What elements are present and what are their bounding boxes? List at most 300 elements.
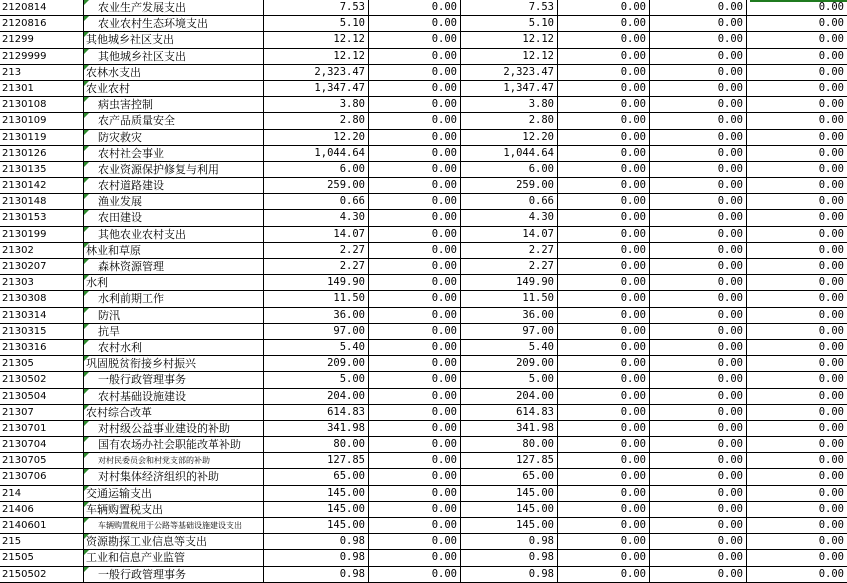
name-text: 抗旱 (98, 324, 120, 338)
value-cell-3[interactable]: 2.27 (461, 243, 558, 258)
value-cell-1[interactable]: 614.83 (264, 405, 369, 420)
value-cell-4[interactable]: 0.00 (558, 210, 650, 225)
name-cell[interactable] (84, 81, 264, 96)
value-cell-5[interactable]: 0.00 (650, 49, 747, 64)
code-cell[interactable]: 2130199 (0, 227, 84, 242)
value-cell-5[interactable]: 0.00 (650, 356, 747, 371)
value-cell-3[interactable]: 12.12 (461, 49, 558, 64)
value-cell-5[interactable]: 0.00 (650, 194, 747, 209)
name-cell[interactable] (84, 469, 264, 484)
value-cell-2[interactable]: 0.00 (369, 437, 461, 452)
value-cell-1[interactable]: 1,347.47 (264, 81, 369, 96)
value-cell-4[interactable]: 0.00 (558, 146, 650, 161)
code-cell[interactable]: 2130504 (0, 389, 84, 404)
value-cell-6[interactable]: 0.00 (818, 405, 844, 418)
value-cell-2[interactable]: 0.00 (369, 81, 461, 96)
value-cell-5[interactable]: 0.00 (650, 534, 747, 549)
code-cell[interactable]: 2130207 (0, 259, 84, 274)
value-cell-5[interactable]: 0.00 (650, 340, 747, 355)
value-cell-1[interactable]: 145.00 (264, 518, 369, 533)
value-cell-6[interactable]: 0.00 (818, 551, 844, 564)
name-cell[interactable] (84, 113, 264, 128)
code-cell[interactable]: 2130502 (0, 372, 84, 387)
name-cell[interactable] (84, 567, 264, 582)
value-cell-6[interactable]: 0.00 (818, 114, 844, 127)
code-cell[interactable]: 21301 (0, 81, 84, 96)
code-cell[interactable]: 215 (0, 534, 84, 549)
value-cell-4[interactable]: 0.00 (558, 486, 650, 501)
value-cell-6[interactable]: 0.00 (818, 1, 844, 13)
value-cell-1[interactable]: 2,323.47 (264, 65, 369, 80)
value-cell-1[interactable]: 145.00 (264, 502, 369, 517)
name-cell[interactable] (84, 32, 264, 47)
code-cell[interactable]: 214 (0, 486, 84, 501)
code-cell[interactable]: 2130109 (0, 113, 84, 128)
value-cell-3[interactable]: 145.00 (461, 502, 558, 517)
value-cell-2[interactable]: 0.00 (369, 550, 461, 565)
name-cell[interactable] (84, 49, 264, 64)
name-cell[interactable] (84, 534, 264, 549)
code-cell[interactable]: 21505 (0, 550, 84, 565)
value-cell-5[interactable]: 0.00 (650, 275, 747, 290)
value-cell-5[interactable]: 0.00 (650, 421, 747, 436)
value-cell-4[interactable]: 0.00 (558, 16, 650, 31)
value-cell-2[interactable]: 0.00 (369, 291, 461, 306)
value-cell-1[interactable]: 80.00 (264, 437, 369, 452)
code-cell[interactable]: 21307 (0, 405, 84, 420)
value-cell-6[interactable]: 0.00 (818, 357, 844, 370)
value-cell-6[interactable]: 0.00 (818, 486, 844, 499)
value-cell-3[interactable]: 2.80 (461, 113, 558, 128)
code-cell[interactable]: 2130705 (0, 453, 84, 468)
code-cell[interactable]: 2150502 (0, 567, 84, 582)
value-cell-1[interactable]: 0.98 (264, 550, 369, 565)
value-cell-5[interactable]: 0.00 (650, 437, 747, 452)
name-cell[interactable] (84, 550, 264, 565)
value-cell-2[interactable]: 0.00 (369, 0, 461, 15)
value-cell-3[interactable]: 4.30 (461, 210, 558, 225)
value-cell-5[interactable]: 0.00 (650, 178, 747, 193)
value-cell-2[interactable]: 0.00 (369, 194, 461, 209)
value-cell-4[interactable]: 0.00 (558, 65, 650, 80)
code-cell[interactable]: 2120814 (0, 0, 84, 15)
value-cell-2[interactable]: 0.00 (369, 275, 461, 290)
code-cell[interactable]: 2130108 (0, 97, 84, 112)
value-cell-1[interactable]: 14.07 (264, 227, 369, 242)
value-cell-1[interactable]: 12.20 (264, 130, 369, 145)
value-cell-3[interactable]: 127.85 (461, 453, 558, 468)
table-row (0, 65, 847, 81)
value-cell-2[interactable]: 0.00 (369, 340, 461, 355)
value-cell-6[interactable]: 0.00 (818, 535, 844, 548)
value-cell-4[interactable]: 0.00 (558, 502, 650, 517)
value-cell-4[interactable]: 0.00 (558, 550, 650, 565)
value-cell-3[interactable]: 204.00 (461, 389, 558, 404)
value-cell-4[interactable]: 0.00 (558, 453, 650, 468)
value-cell-4[interactable]: 0.00 (558, 567, 650, 582)
value-cell-6[interactable]: 0.00 (818, 243, 844, 256)
value-cell-3[interactable]: 145.00 (461, 486, 558, 501)
value-cell-3[interactable]: 5.40 (461, 340, 558, 355)
value-cell-6[interactable]: 0.00 (818, 179, 844, 192)
name-cell[interactable] (84, 356, 264, 371)
code-cell[interactable]: 2130148 (0, 194, 84, 209)
value-cell-2[interactable]: 0.00 (369, 453, 461, 468)
value-cell-3[interactable]: 5.00 (461, 372, 558, 387)
value-cell-5[interactable]: 0.00 (650, 502, 747, 517)
value-cell-2[interactable]: 0.00 (369, 243, 461, 258)
value-cell-6[interactable]: 0.00 (818, 81, 844, 94)
value-cell-4[interactable]: 0.00 (558, 405, 650, 420)
value-cell-2[interactable]: 0.00 (369, 227, 461, 242)
error-indicator-icon (84, 275, 89, 280)
name-cell[interactable] (84, 97, 264, 112)
value-cell-3[interactable]: 0.98 (461, 567, 558, 582)
name-cell[interactable] (84, 162, 264, 177)
value-cell-6[interactable]: 0.00 (818, 211, 844, 224)
value-cell-3[interactable]: 614.83 (461, 405, 558, 420)
value-cell-6[interactable]: 0.00 (818, 227, 844, 240)
value-cell-3[interactable]: 0.98 (461, 550, 558, 565)
value-cell-1[interactable]: 341.98 (264, 421, 369, 436)
value-cell-6[interactable]: 0.00 (818, 389, 844, 402)
name-text: 农村基础设施建设 (98, 389, 186, 403)
value-cell-3[interactable]: 1,347.47 (461, 81, 558, 96)
name-cell[interactable] (84, 324, 264, 339)
value-cell-2[interactable]: 0.00 (369, 178, 461, 193)
value-cell-1[interactable]: 5.00 (264, 372, 369, 387)
value-cell-6[interactable]: 0.00 (818, 308, 844, 321)
value-cell-3[interactable]: 209.00 (461, 356, 558, 371)
value-cell-2[interactable]: 0.00 (369, 210, 461, 225)
value-cell-4[interactable]: 0.00 (558, 0, 650, 15)
value-cell-5[interactable]: 0.00 (650, 0, 747, 15)
value-cell-3[interactable]: 3.80 (461, 97, 558, 112)
value-cell-2[interactable]: 0.00 (369, 32, 461, 47)
name-cell[interactable] (84, 437, 264, 452)
value-cell-1[interactable]: 204.00 (264, 389, 369, 404)
code-cell[interactable]: 213 (0, 65, 84, 80)
value-cell-6[interactable]: 0.00 (818, 162, 844, 175)
value-cell-2[interactable]: 0.00 (369, 518, 461, 533)
value-cell-2[interactable]: 0.00 (369, 113, 461, 128)
value-cell-2[interactable]: 0.00 (369, 389, 461, 404)
value-cell-1[interactable]: 2.27 (264, 259, 369, 274)
value-cell-4[interactable]: 0.00 (558, 372, 650, 387)
value-cell-4[interactable]: 0.00 (558, 324, 650, 339)
value-cell-4[interactable]: 0.00 (558, 32, 650, 47)
value-cell-4[interactable]: 0.00 (558, 259, 650, 274)
value-cell-3[interactable]: 6.00 (461, 162, 558, 177)
code-cell[interactable]: 21299 (0, 32, 84, 47)
value-cell-1[interactable]: 1,044.64 (264, 146, 369, 161)
value-cell-4[interactable]: 0.00 (558, 340, 650, 355)
value-cell-4[interactable]: 0.00 (558, 356, 650, 371)
value-cell-5[interactable]: 0.00 (650, 469, 747, 484)
value-cell-6[interactable]: 0.00 (818, 340, 844, 353)
table-row (0, 372, 847, 388)
name-cell[interactable] (84, 130, 264, 145)
value-cell-6[interactable]: 0.00 (818, 195, 844, 208)
value-cell-5[interactable]: 0.00 (650, 550, 747, 565)
value-cell-5[interactable]: 0.00 (650, 518, 747, 533)
value-cell-4[interactable]: 0.00 (558, 130, 650, 145)
value-cell-5[interactable]: 0.00 (650, 146, 747, 161)
code-cell[interactable]: 2130135 (0, 162, 84, 177)
value-cell-5[interactable]: 0.00 (650, 210, 747, 225)
value-cell-4[interactable]: 0.00 (558, 421, 650, 436)
value-cell-2[interactable]: 0.00 (369, 469, 461, 484)
value-cell-3[interactable]: 36.00 (461, 308, 558, 323)
name-cell[interactable] (84, 210, 264, 225)
value-cell-3[interactable]: 80.00 (461, 437, 558, 452)
code-cell[interactable]: 2120816 (0, 16, 84, 31)
name-text: 一般行政管理事务 (98, 567, 186, 581)
name-cell[interactable] (84, 243, 264, 258)
code-cell[interactable]: 21305 (0, 356, 84, 371)
value-cell-6[interactable]: 0.00 (818, 260, 844, 272)
value-cell-1[interactable]: 0.98 (264, 534, 369, 549)
code-cell[interactable]: 2130704 (0, 437, 84, 452)
value-cell-1[interactable]: 2.27 (264, 243, 369, 258)
value-cell-5[interactable]: 0.00 (650, 243, 747, 258)
value-cell-1[interactable]: 12.12 (264, 32, 369, 47)
value-cell-4[interactable]: 0.00 (558, 81, 650, 96)
value-cell-2[interactable]: 0.00 (369, 534, 461, 549)
value-cell-4[interactable]: 0.00 (558, 469, 650, 484)
value-cell-1[interactable]: 3.80 (264, 97, 369, 112)
value-cell-4[interactable]: 0.00 (558, 227, 650, 242)
value-cell-6[interactable]: 0.00 (818, 292, 844, 305)
value-cell-4[interactable]: 0.00 (558, 194, 650, 209)
value-cell-3[interactable]: 0.66 (461, 194, 558, 209)
code-cell[interactable]: 21406 (0, 502, 84, 517)
value-cell-3[interactable]: 1,044.64 (461, 146, 558, 161)
code-cell[interactable]: 2130314 (0, 308, 84, 323)
name-cell[interactable] (84, 65, 264, 80)
value-cell-2[interactable]: 0.00 (369, 486, 461, 501)
value-cell-2[interactable]: 0.00 (369, 65, 461, 80)
name-cell[interactable] (84, 194, 264, 209)
value-cell-6[interactable]: 0.00 (818, 438, 844, 451)
value-cell-3[interactable]: 5.10 (461, 16, 558, 31)
code-cell[interactable]: 2130153 (0, 210, 84, 225)
value-cell-6[interactable]: 0.00 (818, 502, 844, 515)
value-cell-4[interactable]: 0.00 (558, 389, 650, 404)
value-cell-5[interactable]: 0.00 (650, 81, 747, 96)
value-cell-5[interactable]: 0.00 (650, 130, 747, 145)
value-cell-4[interactable]: 0.00 (558, 291, 650, 306)
value-cell-6[interactable]: 0.00 (818, 65, 844, 78)
value-cell-5[interactable]: 0.00 (650, 308, 747, 323)
value-cell-5[interactable]: 0.00 (650, 453, 747, 468)
value-cell-3[interactable]: 2,323.47 (461, 65, 558, 80)
name-cell[interactable] (84, 453, 264, 468)
name-cell[interactable] (84, 291, 264, 306)
value-cell-6[interactable]: 0.00 (818, 454, 844, 467)
code-cell[interactable]: 21302 (0, 243, 84, 258)
value-cell-5[interactable]: 0.00 (650, 259, 747, 274)
value-cell-1[interactable]: 65.00 (264, 469, 369, 484)
value-cell-4[interactable]: 0.00 (558, 308, 650, 323)
value-cell-1[interactable]: 149.90 (264, 275, 369, 290)
code-cell[interactable]: 2130119 (0, 130, 84, 145)
name-cell[interactable] (84, 421, 264, 436)
value-cell-3[interactable]: 259.00 (461, 178, 558, 193)
value-cell-1[interactable]: 0.66 (264, 194, 369, 209)
table-row (0, 356, 847, 372)
value-cell-2[interactable]: 0.00 (369, 162, 461, 177)
value-cell-6[interactable]: 0.00 (818, 567, 844, 580)
code-cell[interactable]: 2130126 (0, 146, 84, 161)
value-cell-4[interactable]: 0.00 (558, 113, 650, 128)
value-cell-3[interactable]: 149.90 (461, 275, 558, 290)
code-cell[interactable]: 2130706 (0, 469, 84, 484)
value-cell-2[interactable]: 0.00 (369, 372, 461, 387)
value-cell-3[interactable]: 11.50 (461, 291, 558, 306)
name-text: 其他城乡社区支出 (86, 33, 174, 47)
value-cell-6[interactable]: 0.00 (818, 519, 844, 531)
code-cell[interactable]: 2129999 (0, 49, 84, 64)
value-cell-3[interactable]: 0.98 (461, 534, 558, 549)
name-text: 资源勘探工业信息等支出 (86, 535, 207, 549)
value-cell-4[interactable]: 0.00 (558, 97, 650, 112)
value-cell-2[interactable]: 0.00 (369, 308, 461, 323)
value-cell-2[interactable]: 0.00 (369, 146, 461, 161)
name-cell[interactable] (84, 518, 264, 533)
value-cell-2[interactable]: 0.00 (369, 130, 461, 145)
value-cell-6[interactable]: 0.00 (818, 276, 844, 289)
value-cell-5[interactable]: 0.00 (650, 405, 747, 420)
value-cell-2[interactable]: 0.00 (369, 502, 461, 517)
code-cell[interactable]: 2130308 (0, 291, 84, 306)
name-cell[interactable] (84, 486, 264, 501)
value-cell-2[interactable]: 0.00 (369, 324, 461, 339)
name-cell[interactable] (84, 405, 264, 420)
value-cell-1[interactable]: 7.53 (264, 0, 369, 15)
value-cell-2[interactable]: 0.00 (369, 567, 461, 582)
value-cell-6[interactable]: 0.00 (818, 146, 844, 159)
value-cell-2[interactable]: 0.00 (369, 49, 461, 64)
value-cell-4[interactable]: 0.00 (558, 534, 650, 549)
value-cell-5[interactable]: 0.00 (650, 113, 747, 128)
value-cell-4[interactable]: 0.00 (558, 243, 650, 258)
value-cell-2[interactable]: 0.00 (369, 16, 461, 31)
value-cell-6[interactable]: 0.00 (818, 49, 844, 62)
name-cell[interactable] (84, 372, 264, 387)
name-cell[interactable] (84, 178, 264, 193)
value-cell-3[interactable]: 2.27 (461, 259, 558, 274)
value-cell-5[interactable]: 0.00 (650, 65, 747, 80)
code-cell[interactable]: 21303 (0, 275, 84, 290)
value-cell-1[interactable]: 36.00 (264, 308, 369, 323)
name-cell[interactable] (84, 340, 264, 355)
value-cell-5[interactable]: 0.00 (650, 324, 747, 339)
value-cell-1[interactable]: 209.00 (264, 356, 369, 371)
value-cell-5[interactable]: 0.00 (650, 372, 747, 387)
error-indicator-icon (84, 308, 89, 313)
name-cell[interactable] (84, 308, 264, 323)
value-cell-6[interactable]: 0.00 (818, 33, 844, 46)
value-cell-1[interactable]: 5.10 (264, 16, 369, 31)
value-cell-6[interactable]: 0.00 (818, 421, 844, 434)
value-cell-3[interactable]: 97.00 (461, 324, 558, 339)
value-cell-1[interactable]: 97.00 (264, 324, 369, 339)
value-cell-4[interactable]: 0.00 (558, 275, 650, 290)
value-cell-1[interactable]: 11.50 (264, 291, 369, 306)
error-indicator-icon (84, 437, 89, 442)
code-cell[interactable]: 2130701 (0, 421, 84, 436)
value-cell-2[interactable]: 0.00 (369, 97, 461, 112)
value-cell-5[interactable]: 0.00 (650, 97, 747, 112)
value-cell-5[interactable]: 0.00 (650, 389, 747, 404)
name-cell[interactable] (84, 389, 264, 404)
code-cell[interactable]: 2140601 (0, 518, 84, 533)
value-cell-2[interactable]: 0.00 (369, 405, 461, 420)
name-cell[interactable] (84, 227, 264, 242)
value-cell-4[interactable]: 0.00 (558, 178, 650, 193)
value-cell-1[interactable]: 12.12 (264, 49, 369, 64)
code-cell[interactable]: 2130315 (0, 324, 84, 339)
value-cell-6[interactable]: 0.00 (818, 324, 844, 337)
value-cell-5[interactable]: 0.00 (650, 32, 747, 47)
value-cell-3[interactable]: 145.00 (461, 518, 558, 533)
name-cell[interactable] (84, 502, 264, 517)
value-cell-2[interactable]: 0.00 (369, 421, 461, 436)
value-cell-1[interactable]: 6.00 (264, 162, 369, 177)
value-cell-3[interactable]: 14.07 (461, 227, 558, 242)
error-indicator-icon (84, 291, 89, 296)
value-cell-1[interactable]: 127.85 (264, 453, 369, 468)
value-cell-5[interactable]: 0.00 (650, 162, 747, 177)
value-cell-6[interactable]: 0.00 (818, 470, 844, 483)
value-cell-4[interactable]: 0.00 (558, 437, 650, 452)
value-cell-3[interactable]: 7.53 (461, 0, 558, 15)
value-cell-2[interactable]: 0.00 (369, 259, 461, 274)
value-cell-1[interactable]: 5.40 (264, 340, 369, 355)
name-cell[interactable] (84, 146, 264, 161)
value-cell-4[interactable]: 0.00 (558, 518, 650, 533)
name-cell[interactable] (84, 275, 264, 290)
value-cell-6[interactable]: 0.00 (818, 373, 844, 386)
value-cell-1[interactable]: 259.00 (264, 178, 369, 193)
value-cell-5[interactable]: 0.00 (650, 567, 747, 582)
value-cell-6[interactable]: 0.00 (818, 98, 844, 111)
name-cell[interactable] (84, 259, 264, 274)
value-cell-6[interactable]: 0.00 (818, 17, 844, 30)
value-cell-4[interactable]: 0.00 (558, 162, 650, 177)
value-cell-5[interactable]: 0.00 (650, 227, 747, 242)
code-cell[interactable]: 2130142 (0, 178, 84, 193)
value-cell-2[interactable]: 0.00 (369, 356, 461, 371)
value-cell-6[interactable]: 0.00 (818, 130, 844, 143)
value-cell-5[interactable]: 0.00 (650, 486, 747, 501)
value-cell-1[interactable]: 2.80 (264, 113, 369, 128)
value-cell-3[interactable]: 65.00 (461, 469, 558, 484)
value-cell-3[interactable]: 12.20 (461, 130, 558, 145)
value-cell-5[interactable]: 0.00 (650, 291, 747, 306)
name-cell[interactable] (84, 0, 264, 15)
value-cell-3[interactable]: 341.98 (461, 421, 558, 436)
value-cell-1[interactable]: 145.00 (264, 486, 369, 501)
value-cell-3[interactable]: 12.12 (461, 32, 558, 47)
value-cell-1[interactable]: 4.30 (264, 210, 369, 225)
value-cell-5[interactable]: 0.00 (650, 16, 747, 31)
name-cell[interactable] (84, 16, 264, 31)
value-cell-1[interactable]: 0.98 (264, 567, 369, 582)
code-cell[interactable]: 2130316 (0, 340, 84, 355)
value-cell-4[interactable]: 0.00 (558, 49, 650, 64)
